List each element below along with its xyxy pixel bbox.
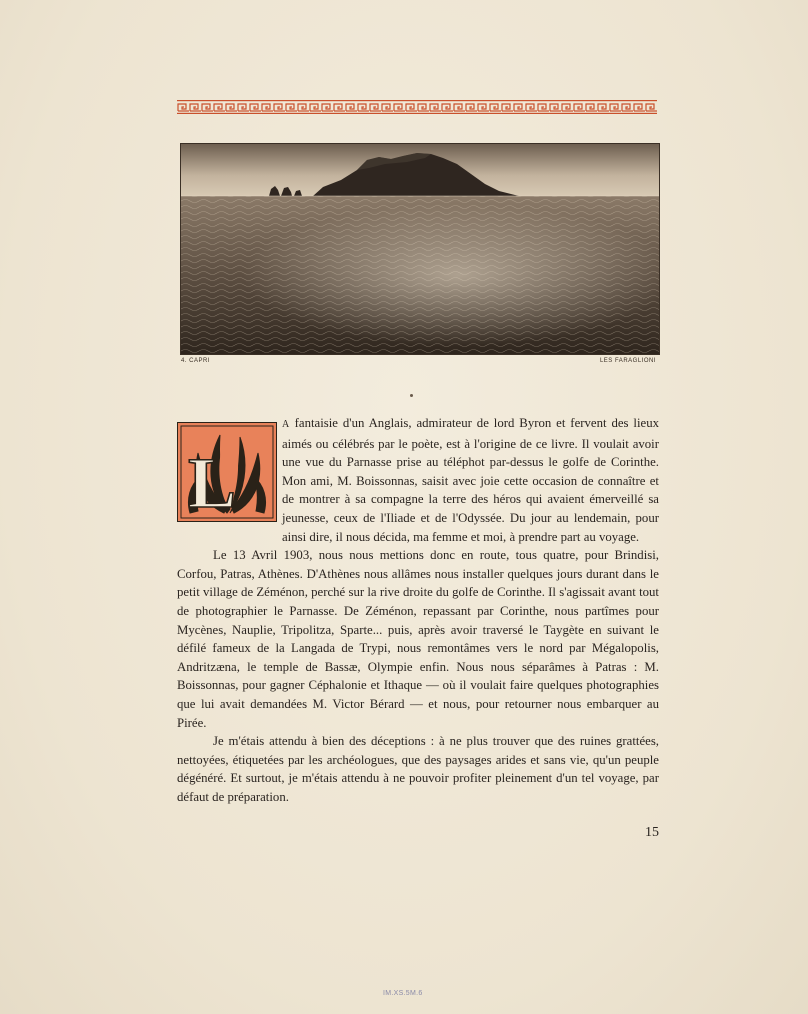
library-stamp: IM.XS.5M.6	[383, 990, 423, 997]
dropcap-spacer	[177, 414, 282, 531]
paragraph-1-lead: A	[282, 419, 290, 430]
page-number: 15	[645, 825, 659, 840]
paragraph-1-text: fantaisie d'un Anglais, admirateur de lord Byron et fervent des lieux aimés ou célébrés par le poète, est à l'origine de ce livre. Il voulait avoir une vue du Parnasse prise au téléphot par-dessus le golfe de Corinthe. Mon ami, M. Boissonnas, saisit avec joie cette occasion de connaître et de montrer à sa compagne la terre des héros qui avaient émerveillé sa jeunesse, ceux de l'Iliade et de l'Odyssée. Du jour au lendemain, pour ainsi dire, il nous décida, ma femme et moi, à prendre part au voyage.	[282, 416, 659, 544]
greek-key-border	[177, 100, 657, 114]
ornament-dot	[410, 394, 413, 397]
photo-caption-left: 4. CAPRI	[181, 358, 211, 364]
capri-photograph	[180, 143, 660, 355]
paragraph-3: Je m'étais attendu à bien des déceptions : à ne plus trouver que des ruines grattées, nettoyées, étiquetées par les archéologues, que des paysages arides et sans vie, qu'un peuple dégénéré. Et surtout, je m'étais attendu à ne pouvoir profiter pleinement d'un tel voyage, par défaut de préparation.	[177, 734, 659, 804]
body-text	[177, 414, 659, 806]
dropcap-letter: L	[188, 443, 237, 522]
photo-caption-right: LES FARAGLIONI	[599, 358, 656, 364]
paragraph-2: Le 13 Avril 1903, nous nous mettions donc en route, tous quatre, pour Brindisi, Corfou, Patras, Athènes. D'Athènes nous allâmes nous installer quelques jours durant dans le petit village de Zéménon, perché sur la rive droite du golfe de Corinthe. Il s'agissait avant tout de photographier le Parnasse. De Zéménon, repassant par Corinthe, nous partîmes pour Mycènes, Nauplie, Tripolitza, Sparte... puis, après avoir traversé le Taygète en suivant le défilé fameux de la Langada de Trypi, nous remontâmes vers le nord par Mégalopolis, Andritzæna, le temple de Bassæ, Olympie enfin. Nous nous séparâmes à Patras : M. Boissonnas, pour gagner Céphalonie et Ithaque — où il voulait faire quelques photographies que lui avait demandées M. Victor Bérard — et nous, pour retourner nous embarquer au Pirée.	[177, 548, 659, 730]
